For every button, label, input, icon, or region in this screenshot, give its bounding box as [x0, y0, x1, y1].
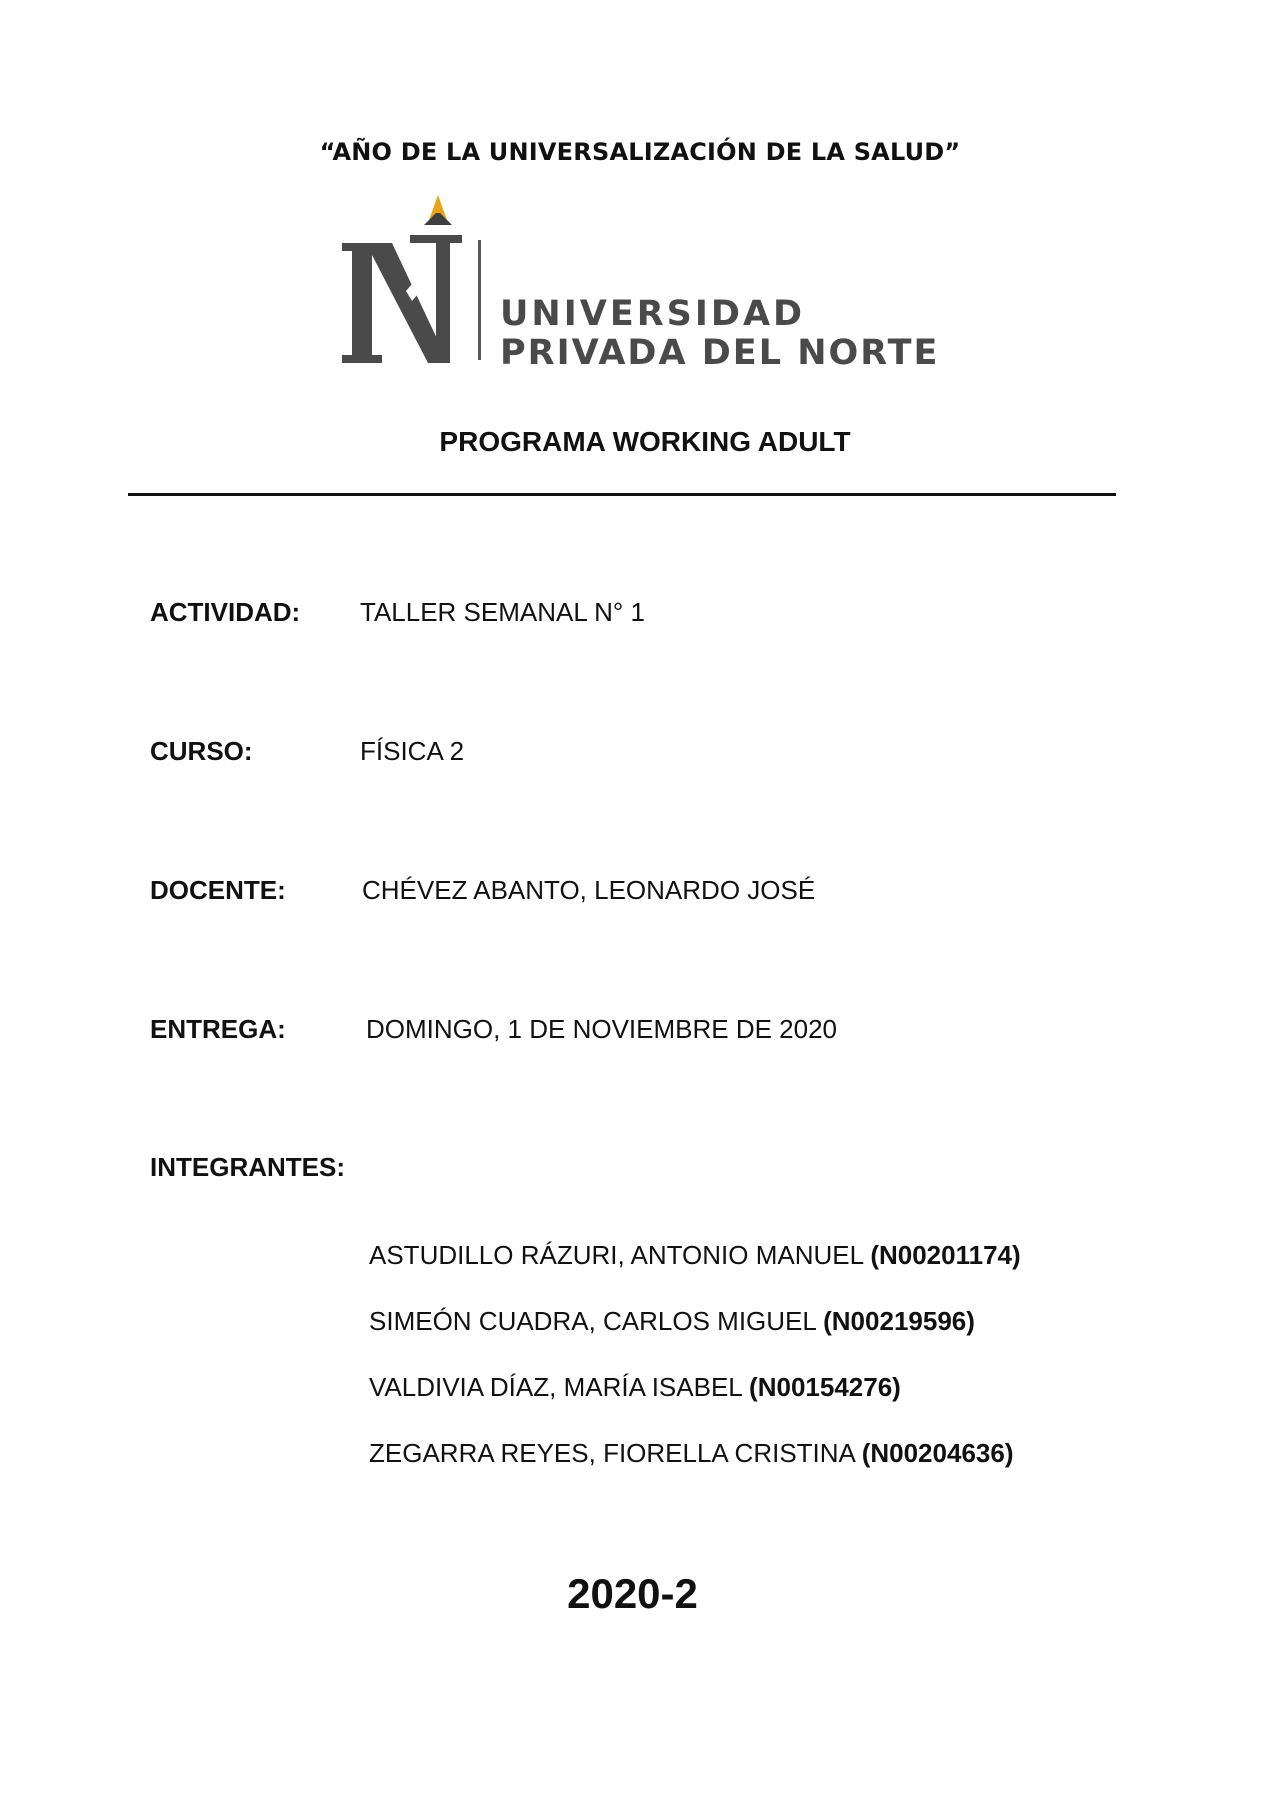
upn-n-mark-icon	[340, 195, 470, 375]
member-code: (N00219596)	[823, 1306, 975, 1336]
year-motto: “AÑO DE LA UNIVERSALIZACIÓN DE LA SALUD”	[319, 138, 961, 166]
member-name: VALDIVIA DÍAZ, MARÍA ISABEL	[369, 1372, 742, 1402]
academic-period: 2020-2	[567, 1570, 698, 1617]
logo-wordmark	[500, 295, 939, 372]
members-list	[369, 1238, 1021, 1502]
list-item	[369, 1238, 1021, 1304]
horizontal-rule	[128, 493, 1116, 496]
program-title: PROGRAMA WORKING ADULT	[439, 426, 851, 457]
docente-value: CHÉVEZ ABANTO, LEONARDO JOSÉ	[362, 875, 816, 905]
member-name: SIMEÓN CUADRA, CARLOS MIGUEL	[369, 1306, 816, 1336]
list-item	[369, 1304, 1021, 1370]
actividad-label: ACTIVIDAD:	[150, 597, 301, 627]
entrega-label: ENTREGA:	[150, 1014, 286, 1044]
integrantes-label: INTEGRANTES:	[150, 1152, 345, 1182]
curso-value: FÍSICA 2	[360, 736, 465, 766]
logo-line-1: UNIVERSIDAD	[500, 294, 806, 334]
member-name: ASTUDILLO RÁZURI, ANTONIO MANUEL	[369, 1240, 864, 1270]
entrega-value: DOMINGO, 1 DE NOVIEMBRE DE 2020	[366, 1014, 838, 1044]
curso-label: CURSO:	[150, 736, 253, 766]
university-logo	[340, 195, 960, 375]
member-code: (N00201174)	[870, 1240, 1021, 1270]
member-code: (N00154276)	[749, 1372, 901, 1402]
logo-divider	[478, 240, 481, 360]
docente-label: DOCENTE:	[150, 875, 286, 905]
actividad-value: TALLER SEMANAL N° 1	[360, 597, 645, 627]
list-item	[369, 1436, 1021, 1502]
member-name: ZEGARRA REYES, FIORELLA CRISTINA	[369, 1438, 855, 1468]
list-item	[369, 1370, 1021, 1436]
logo-line-2: PRIVADA DEL NORTE	[500, 332, 940, 373]
member-code: (N00204636)	[861, 1438, 1014, 1468]
